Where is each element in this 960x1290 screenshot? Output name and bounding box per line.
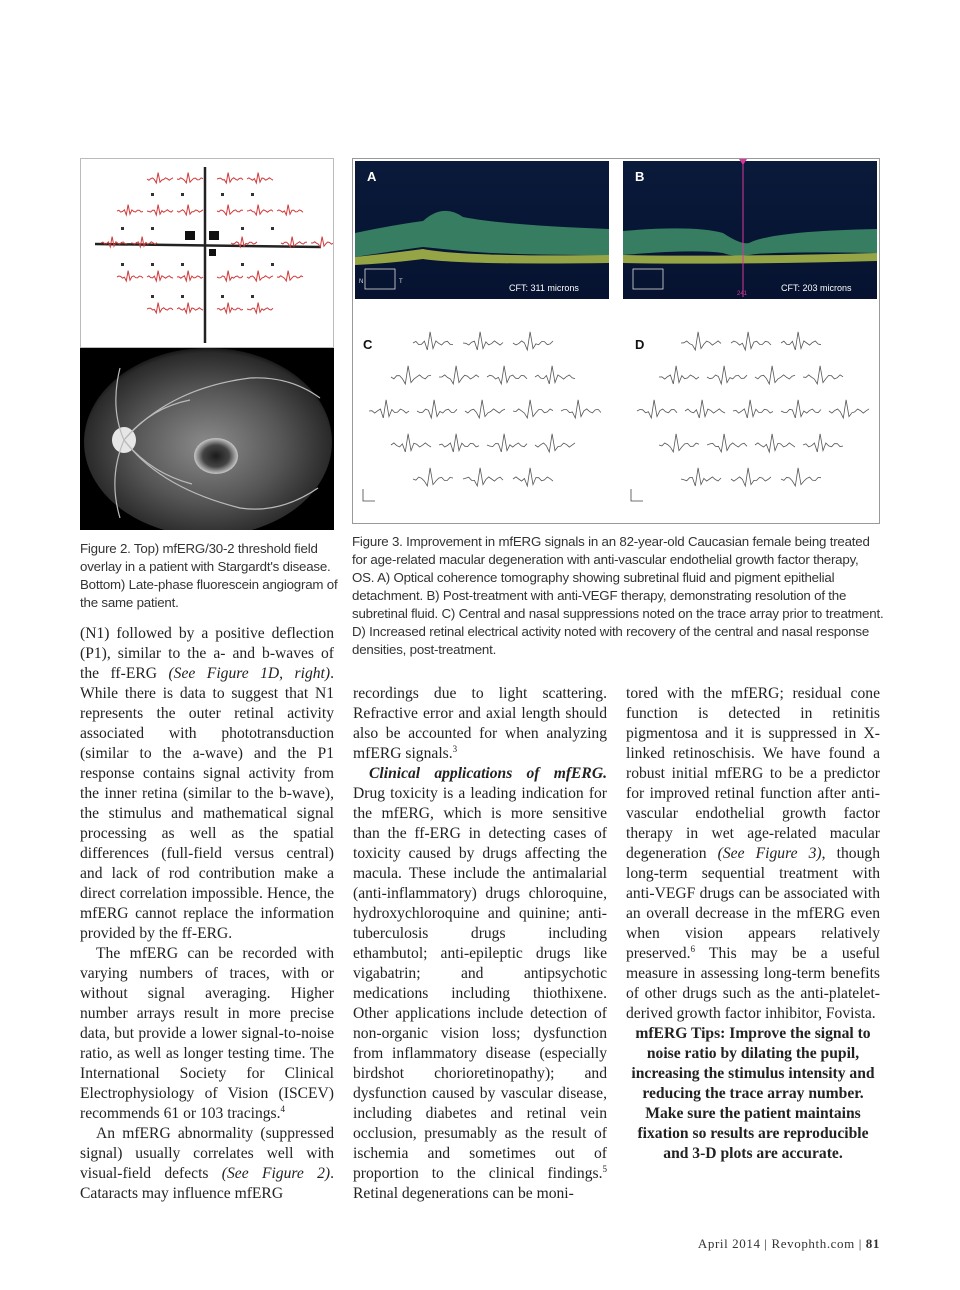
mferg-trace	[391, 366, 431, 384]
mferg-trace	[513, 468, 553, 486]
threshold-dot	[271, 227, 274, 230]
erg-trace	[311, 237, 333, 247]
threshold-dot	[241, 227, 244, 230]
erg-trace	[147, 271, 173, 281]
mferg-trace	[637, 400, 677, 418]
mferg-trace	[755, 366, 795, 384]
threshold-dot	[181, 295, 184, 298]
figure2-mferg-overlay	[80, 158, 334, 348]
issue-date: April 2014	[697, 1236, 761, 1251]
erg-trace	[117, 271, 143, 281]
mferg-trace	[707, 366, 747, 384]
mferg-trace	[413, 332, 453, 350]
erg-trace	[247, 303, 273, 313]
mferg-trace	[781, 468, 821, 486]
paragraph: (N1) followed by a positive deflection (P1), similar to the a- and b-waves of the ff-ERG (See Figure 1D, right). While there is data to suggest that N1 represents the outer retinal activity associated with phototransduction (similar to the a-wave) and the P1 response contains signal activity from the inner retina (similar to the b-wave), the stimulus and mathematical signal processing as well as the spatial differences (full-field versus central) and lack of rod contribution make a direct correlation impossible. Hence, the mfERG cannot replace the information provided by the ff-ERG.	[80, 625, 334, 942]
figure3-caption: Figure 3. Improvement in mfERG signals in an 82-year-old Caucasian female being treated for age-related macular degeneration with anti-vascular endothelial growth factor therapy, OS. A) Optical coherence tomography showing subretinal fluid and pigment epithelial detachment. B) Post-treatment with anti-VEGF therapy, demonstrating resolution of the subretinal fluid. C) Central and nasal suppressions noted on the trace array prior to treatment. D) Increased retinal electrical activity noted with recovery of the central and nasal response densities, post-treatment.	[352, 534, 884, 657]
mferg-trace	[781, 332, 821, 350]
threshold-dot	[241, 263, 244, 266]
panel-c-label: C	[363, 337, 373, 352]
mferg-trace	[733, 400, 773, 418]
page-footer	[560, 1236, 880, 1252]
erg-trace	[217, 303, 243, 313]
mferg-trace	[487, 434, 527, 452]
marker-value: 241	[737, 291, 748, 297]
mferg-trace	[463, 332, 503, 350]
threshold-dot	[151, 263, 154, 266]
page-number: 81	[865, 1236, 880, 1251]
erg-trace	[277, 205, 303, 215]
threshold-dot	[151, 227, 154, 230]
figure-reference: (See Figure 3)	[717, 845, 822, 862]
erg-trace	[117, 205, 143, 215]
body-column-3	[626, 684, 880, 1164]
scotoma-point	[209, 231, 219, 240]
threshold-dot	[221, 193, 224, 196]
paragraph: recordings due to light scattering. Refractive error and axial length should also be accounted for when analyzing mfERG signals.$^3$	[353, 685, 607, 762]
website: Revophth.com	[771, 1236, 855, 1251]
figure3-panels	[352, 158, 880, 524]
tips-callout: mfERG Tips: Improve the signal to noise ratio by dilating the pupil, increasing the stimulus intensity and reducing the trace array number. Make sure the patient maintains fixation so results are reproducible and 3-D plots are accurate.	[631, 1025, 875, 1162]
mferg-trace	[685, 400, 725, 418]
citation: 4	[280, 1103, 286, 1114]
mferg-trace	[781, 400, 821, 418]
mferg-trace	[681, 332, 721, 350]
temporal-label: T	[399, 279, 403, 285]
panel-d-label: D	[635, 337, 645, 352]
threshold-dot	[271, 263, 274, 266]
body-column-1	[80, 624, 334, 1204]
erg-trace	[147, 205, 173, 215]
erg-trace	[217, 271, 243, 281]
erg-trace	[217, 173, 243, 183]
mferg-trace	[803, 434, 843, 452]
mferg-trace	[413, 468, 453, 486]
threshold-dot	[151, 295, 154, 298]
erg-trace	[247, 173, 273, 183]
erg-trace	[177, 303, 203, 313]
erg-trace	[177, 205, 203, 215]
mferg-trace	[755, 434, 795, 452]
threshold-dot	[251, 193, 254, 196]
mferg-trace	[369, 400, 409, 418]
mferg-trace	[463, 468, 503, 486]
figure2-angiogram	[80, 348, 334, 530]
threshold-dot	[251, 295, 254, 298]
figure-reference: (See Figure 1D, right)	[168, 665, 331, 682]
scale-bar-c	[363, 489, 375, 501]
erg-trace	[277, 271, 303, 281]
cft-a: CFT: 311 microns	[509, 283, 579, 293]
mferg-trace	[659, 366, 699, 384]
mferg-trace	[561, 400, 601, 418]
erg-traces	[101, 173, 333, 313]
section-heading: Clinical applications of mfERG.	[369, 765, 607, 782]
panel-a-label: A	[367, 169, 377, 184]
figure-reference: (See Figure 2)	[221, 1165, 331, 1182]
footer-separator: |	[764, 1236, 768, 1251]
citation: 3	[452, 743, 458, 754]
cft-b: CFT: 203 microns	[781, 283, 852, 293]
mferg-trace	[681, 468, 721, 486]
threshold-dot	[121, 227, 124, 230]
paragraph: tored with the mfERG; residual cone function is detected in retinitis pigmentosa and it is suppressed in X-linked retinoschisis. We have found a robust initial mfERG to be a predictor for improved retinal function after anti-vascular endothelial growth factor therapy in wet age-related macular degeneration (See Figure 3), though long-term sequential treatment with anti-VEGF drugs can be associated with an overall decrease in the mfERG even when vision appears relatively preserved.$^6$ This may be a useful measure in assessing long-term benefits of other drugs such as the anti-platelet-derived growth factor inhibitor, Fovista.	[626, 685, 880, 1022]
horizontal-axis	[95, 244, 321, 247]
mferg-trace	[513, 400, 553, 418]
mferg-trace-field	[81, 159, 333, 347]
threshold-dot	[221, 295, 224, 298]
mferg-trace	[535, 434, 575, 452]
mferg-trace	[417, 400, 457, 418]
mferg-trace	[731, 468, 771, 486]
mferg-trace	[513, 332, 553, 350]
macular-lesion	[194, 438, 238, 474]
scotoma-point	[185, 231, 195, 240]
nasal-label: N	[359, 279, 364, 285]
body-column-2	[353, 684, 607, 1204]
erg-trace	[177, 271, 203, 281]
mferg-trace	[535, 366, 575, 384]
citation: 6	[690, 943, 696, 954]
erg-trace	[247, 271, 273, 281]
mferg-trace	[439, 434, 479, 452]
threshold-dot	[181, 263, 184, 266]
citation: 5	[602, 1163, 607, 1174]
trace-array-c	[369, 332, 601, 486]
erg-trace	[247, 205, 273, 215]
paragraph: Clinical applications of mfERG. Drug toxicity is a leading indication for the mfERG, which is more sensitive than the ff-ERG in detecting cases of toxicity caused by drugs affecting the macula. These include the antimalarial (anti-inflammatory) drugs chloroquine, hydroxychloroquine and quinine; anti-tuberculosis drugs including ethambutol; anti-epileptic drugs like vigabatrin; and antipsychotic medications including thiothixene. Other applications include detection of non-organic vision loss; dysfunction from inflammatory disease (especially birdshot chorioretinopathy); and dysfunction caused by vascular disease, including diabetes and retinal vein occlusion, presumably as the result of ischemia and sometimes out of proportion to the clinical findings.$^5$ Retinal degenerations can be moni-	[353, 765, 607, 1202]
threshold-dot	[181, 193, 184, 196]
erg-trace	[147, 173, 173, 183]
figure2-caption: Figure 2. Top) mfERG/30-2 threshold field overlay in a patient with Stargardt's disease. Bottom) Late-phase fluorescein angiogram of the same patient.	[80, 541, 338, 610]
erg-trace	[217, 205, 243, 215]
mferg-trace	[829, 400, 869, 418]
figure3-graphic	[353, 159, 879, 523]
footer-separator: |	[858, 1236, 862, 1251]
mferg-trace	[465, 400, 505, 418]
mferg-trace	[487, 366, 527, 384]
paragraph: An mfERG abnormality (suppressed signal) usually correlates well with visual-field defects (See Figure 2). Cataracts may influence mfERG	[80, 1125, 335, 1202]
mferg-trace	[659, 434, 699, 452]
paragraph: The mfERG can be recorded with varying numbers of traces, with or without signal averaging. Higher number arrays result in more precise data, but provide a lower signal-to-noise ratio, as well as longer testing time. The International Society for Clinical Electrophysiology of Vision (ISCEV) recommends 61 or 103 tracings.$^4$	[80, 945, 334, 1122]
mferg-trace	[439, 366, 479, 384]
fundus-image	[80, 348, 334, 530]
mferg-trace	[391, 434, 431, 452]
mferg-trace	[731, 332, 771, 350]
trace-array-d	[637, 332, 869, 486]
mferg-trace	[707, 434, 747, 452]
threshold-dot	[151, 193, 154, 196]
panel-b-label: B	[635, 169, 645, 184]
erg-trace	[177, 173, 203, 183]
scotoma-point	[209, 249, 216, 256]
erg-trace	[147, 303, 173, 313]
scale-bar-d	[631, 489, 643, 501]
threshold-dot	[121, 263, 124, 266]
mferg-trace	[803, 366, 843, 384]
